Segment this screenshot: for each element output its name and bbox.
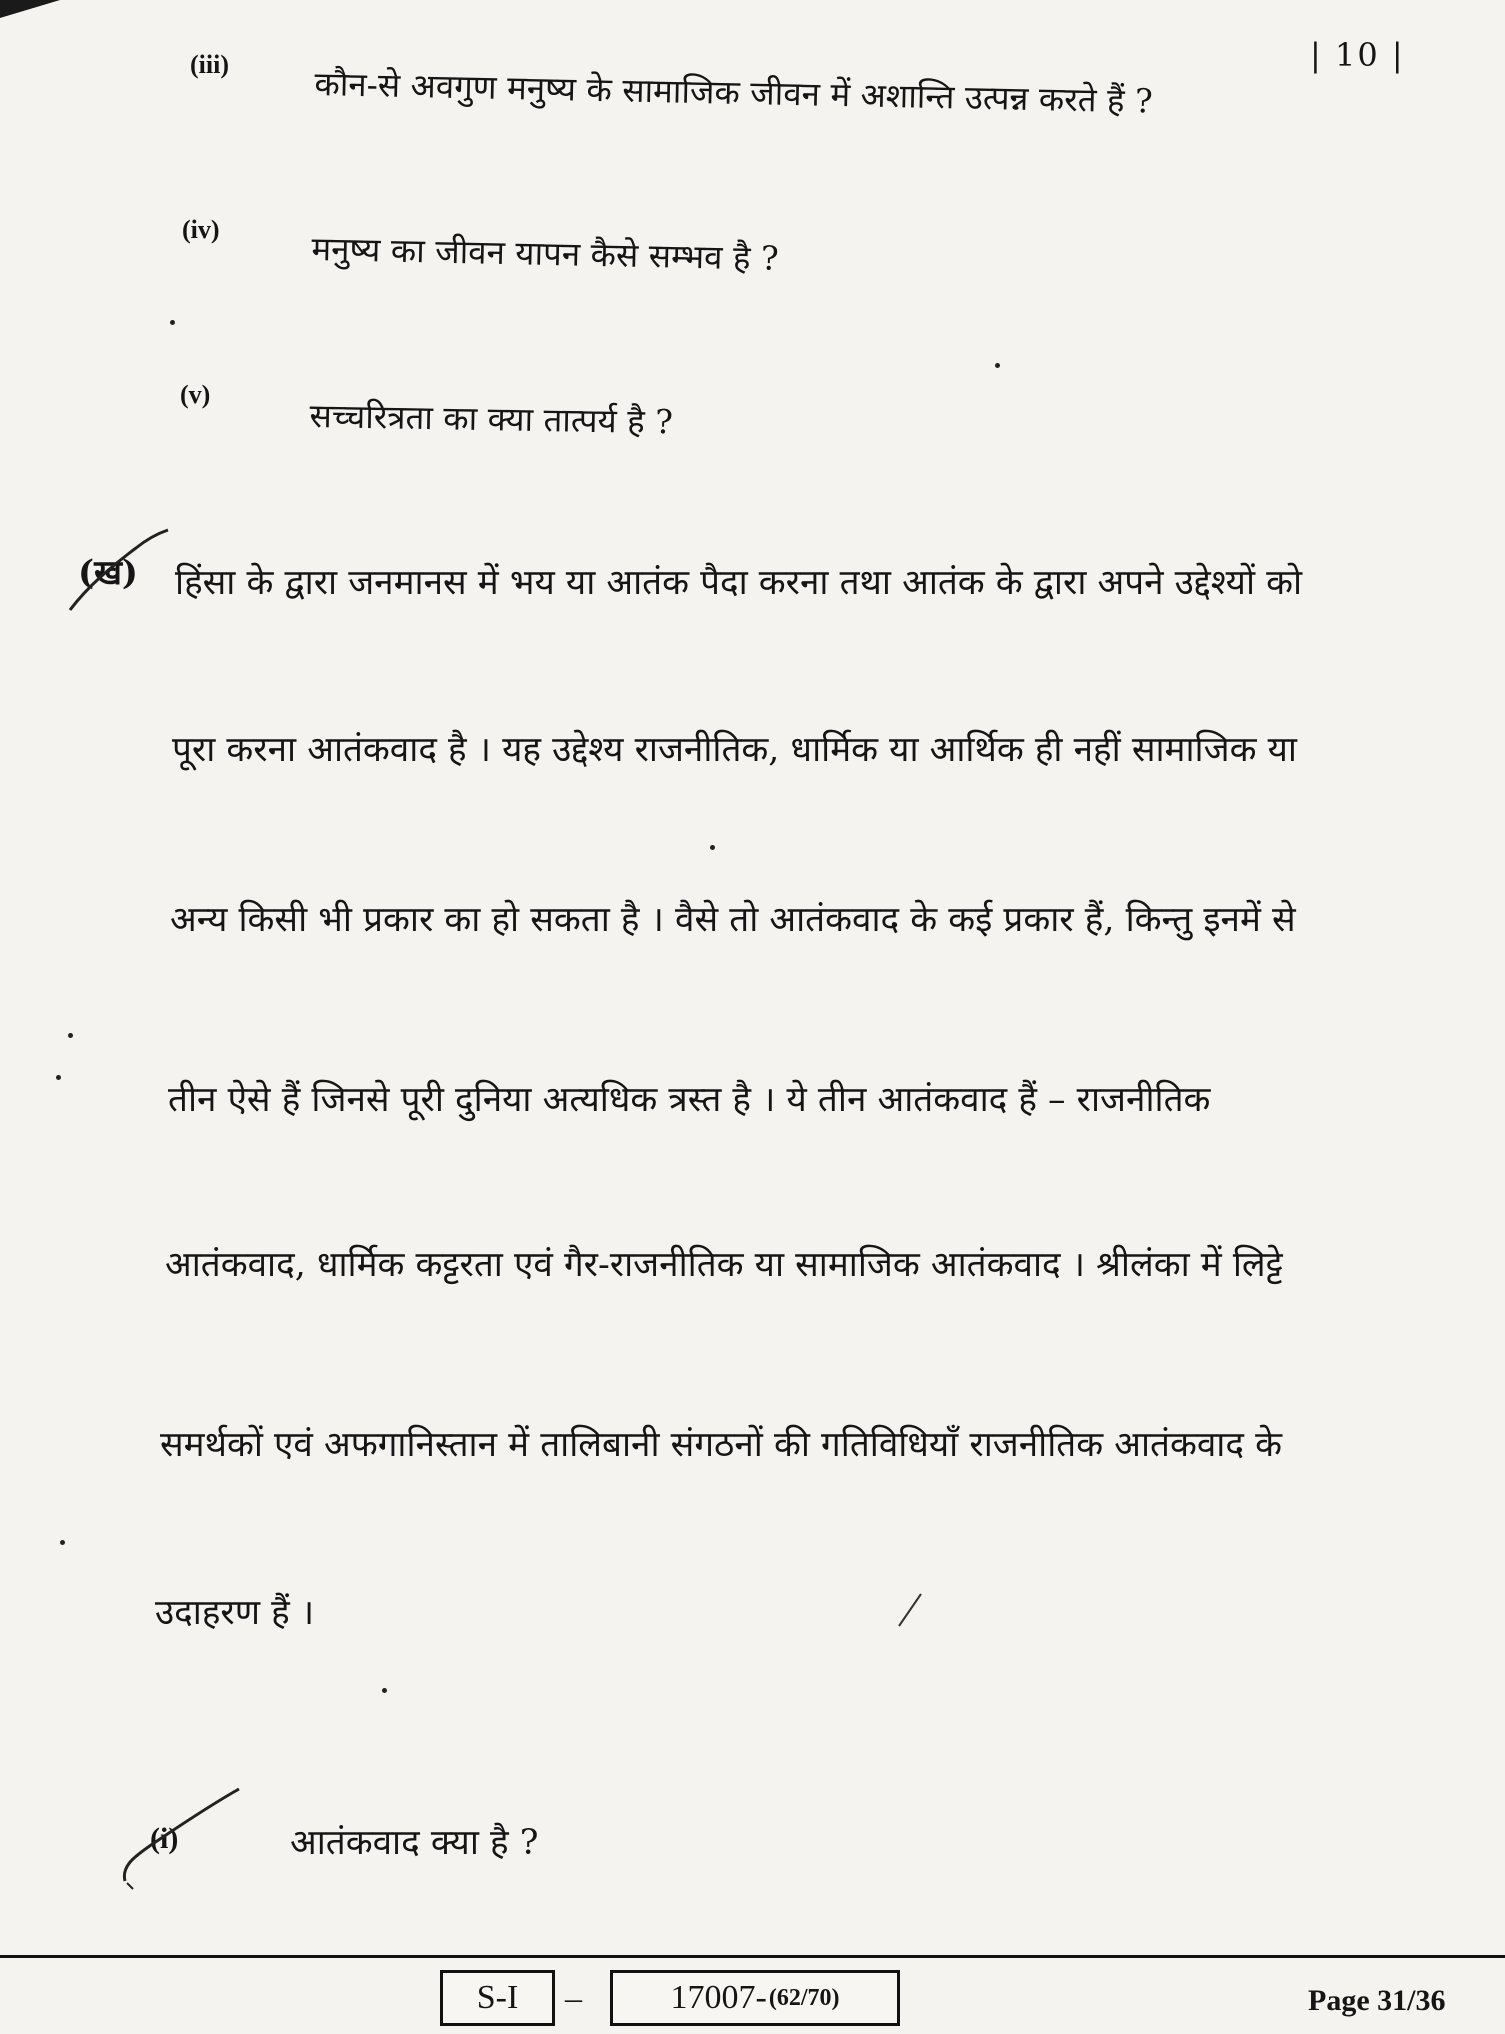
series-box: [440, 1970, 555, 2026]
footer-rule: [0, 1955, 1505, 1958]
scan-speck: [56, 1075, 61, 1080]
scan-speck: [710, 845, 715, 850]
question-number-iii: (iii): [190, 50, 229, 79]
page-number: Page 31/36: [1308, 1984, 1446, 2017]
scan-speck: [995, 363, 1000, 368]
passage-line-6: समर्थकों एवं अफगानिस्तान में तालिबानी संगठनों की गतिविधियाँ राजनीतिक आतंकवाद के: [160, 1425, 1282, 1465]
passage-line-1: हिंसा के द्वारा जनमानस में भय या आतंक पैदा करना तथा आतंक के द्वारा अपने उद्देश्यों को: [175, 563, 1303, 603]
question-number-v: (v): [180, 380, 211, 409]
scan-corner-mark: [0, 0, 60, 18]
paper-code: 17007-: [670, 1979, 767, 2016]
question-text-iv: मनुष्य का जीवन यापन कैसे सम्भव है ?: [311, 228, 780, 278]
series-code: S-I: [476, 1979, 519, 2016]
passage-line-4: तीन ऐसे हैं जिनसे पूरी दुनिया अत्यधिक त्रस्त है । ये तीन आतंकवाद हैं – राजनीतिक: [168, 1080, 1211, 1120]
passage-line-7: उदाहरण हैं ।: [155, 1593, 315, 1633]
paper-code-sub: (62/70): [768, 1984, 840, 2011]
tick-mark-passage: [64, 526, 174, 616]
scan-speck: [382, 1688, 387, 1693]
question-number-iv: (iv): [182, 215, 220, 244]
passage-line-5: आतंकवाद, धार्मिक कट्टरता एवं गैर-राजनीतिक या सामाजिक आतंकवाद । श्रीलंका में लिट्टे: [165, 1245, 1283, 1285]
stray-pen-mark: [895, 1590, 925, 1630]
paper-code-box: [610, 1970, 900, 2026]
scan-speck: [170, 320, 175, 325]
page-marker: | 10 |: [1310, 36, 1405, 74]
scan-speck: [60, 1540, 65, 1545]
question-text-v: सच्चरित्रता का क्या तात्पर्य है ?: [309, 395, 674, 442]
footer-separator: –: [565, 1980, 582, 2017]
tick-mark-question: [115, 1785, 245, 1895]
question-text-i: आतंकवाद क्या है ?: [290, 1823, 539, 1863]
passage-label: (ख): [78, 553, 138, 593]
question-number-i: (i): [150, 1822, 179, 1855]
passage-line-3: अन्य किसी भी प्रकार का हो सकता है । वैसे तो आतंकवाद के कई प्रकार हैं, किन्तु इनमें से: [170, 900, 1296, 940]
passage-line-2: पूरा करना आतंकवाद है । यह उद्देश्य राजनीतिक, धार्मिक या आर्थिक ही नहीं सामाजिक या: [172, 730, 1297, 770]
question-text-iii: कौन-से अवगुण मनुष्य के सामाजिक जीवन में अशान्ति उत्पन्न करते हैं ?: [314, 63, 1154, 121]
scan-speck: [68, 1033, 73, 1038]
